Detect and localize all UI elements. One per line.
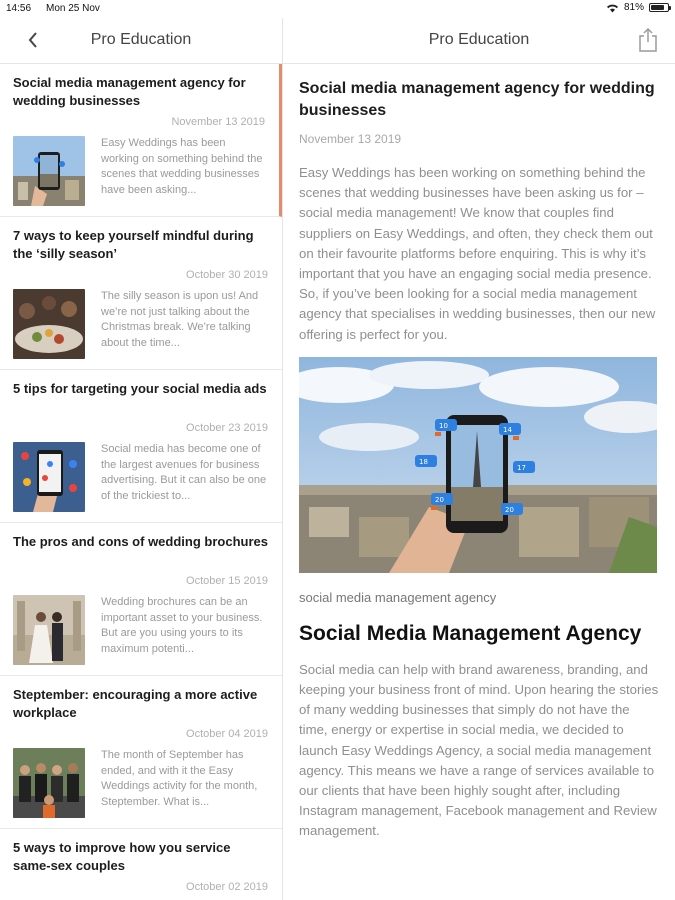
- article-title: The pros and cons of wedding brochures: [13, 534, 268, 549]
- article-list-item[interactable]: [0, 676, 282, 829]
- battery-icon: [649, 3, 669, 12]
- article-thumbnail: [13, 289, 85, 359]
- article-excerpt: The silly season is upon us! And we’re not just talking about the Christmas break. We’re talking about the time...: [101, 290, 259, 349]
- badge-text: 17: [517, 463, 526, 472]
- article-date: November 13 2019: [171, 116, 265, 128]
- detail-nav-bar: [283, 18, 675, 64]
- article-list-item[interactable]: [0, 829, 282, 900]
- badge-text: 18: [419, 457, 428, 466]
- article-list[interactable]: [0, 64, 282, 900]
- article-excerpt: Social media has become one of the largest avenues for business advertising. But it can also be one of the trickiest to...: [101, 443, 267, 502]
- article-date: October 23 2019: [186, 422, 268, 434]
- article-excerpt: The month of September has ended, and with it the Easy Weddings activity for the month, Steptember. What is...: [101, 749, 258, 808]
- section-heading: Social Media Management Agency: [299, 621, 642, 645]
- article-title: 5 tips for targeting your social media ads: [13, 381, 267, 396]
- article-title: 5 ways to improve how you service same-sex couples: [13, 840, 231, 873]
- article-date: October 04 2019: [186, 728, 268, 740]
- article-date: October 30 2019: [186, 269, 268, 281]
- detail-body: Social media can help with brand awareness, branding, and keeping your business front of mind. Upon hearing the stories of many wedding businesses that simply do not have the time, energy or expertise in social media, we decided to launch Easy Weddings Agency, a social media management agency. This means we have a range of services available to our clients that have been highly sought after, including Instagram management, Facebook management and Review management.: [299, 661, 659, 839]
- article-date: October 15 2019: [186, 575, 268, 587]
- article-detail: [299, 78, 661, 842]
- article-date: October 02 2019: [186, 881, 268, 893]
- detail-intro: Easy Weddings has been working on something behind the scenes that wedding businesses have been asking us for – social media management! We know that couples find suppliers on Easy Weddings, and often, they check them out on their favourite platforms before enquiring. This is why it’s important that you have an engaging social media presence. So, if you’ve been looking for a social media management agency that specialises in wedding businesses, then our new offering is perfect for you.: [299, 165, 656, 342]
- article-thumbnail: [13, 442, 85, 512]
- detail-title: Social media management agency for wedding businesses: [299, 80, 655, 119]
- share-button[interactable]: [635, 26, 661, 54]
- article-list-item[interactable]: [0, 64, 282, 217]
- article-thumbnail: [13, 748, 85, 818]
- status-time: 14:56: [6, 3, 32, 14]
- article-title: 7 ways to keep yourself mindful during the ‘silly season’: [13, 228, 254, 261]
- wifi-icon: [606, 3, 619, 13]
- image-caption: social media management agency: [299, 589, 497, 605]
- article-list-item[interactable]: [0, 217, 282, 370]
- hero-image: [299, 357, 657, 573]
- article-list-item[interactable]: [0, 523, 282, 676]
- status-bar: [0, 0, 675, 18]
- article-thumbnail: [13, 595, 85, 665]
- status-date: Mon 25 Nov: [46, 3, 100, 14]
- article-excerpt: Wedding brochures can be an important asset to your business. But are you using yours to its maximum potenti...: [101, 596, 263, 655]
- list-nav-bar: [0, 18, 282, 64]
- article-excerpt: Easy Weddings has been working on something behind the scenes that wedding businesses have been asking...: [101, 137, 263, 196]
- share-icon: [638, 27, 658, 53]
- article-list-item[interactable]: [0, 370, 282, 523]
- detail-nav-title: Pro Education: [428, 31, 530, 48]
- list-title: Pro Education: [90, 31, 192, 48]
- battery-percent: 81%: [623, 2, 644, 13]
- status-right: [606, 2, 669, 13]
- article-title: Steptember: encouraging a more active workplace: [13, 687, 258, 720]
- article-thumbnail: [13, 136, 85, 206]
- badge-text: 20: [435, 495, 444, 504]
- article-title: Social media management agency for wedding businesses: [13, 75, 246, 108]
- badge-text: 10: [439, 421, 448, 430]
- badge-text: 14: [503, 425, 512, 434]
- badge-text: 20: [505, 505, 514, 514]
- detail-date: November 13 2019: [299, 132, 402, 146]
- split-divider: [282, 18, 283, 900]
